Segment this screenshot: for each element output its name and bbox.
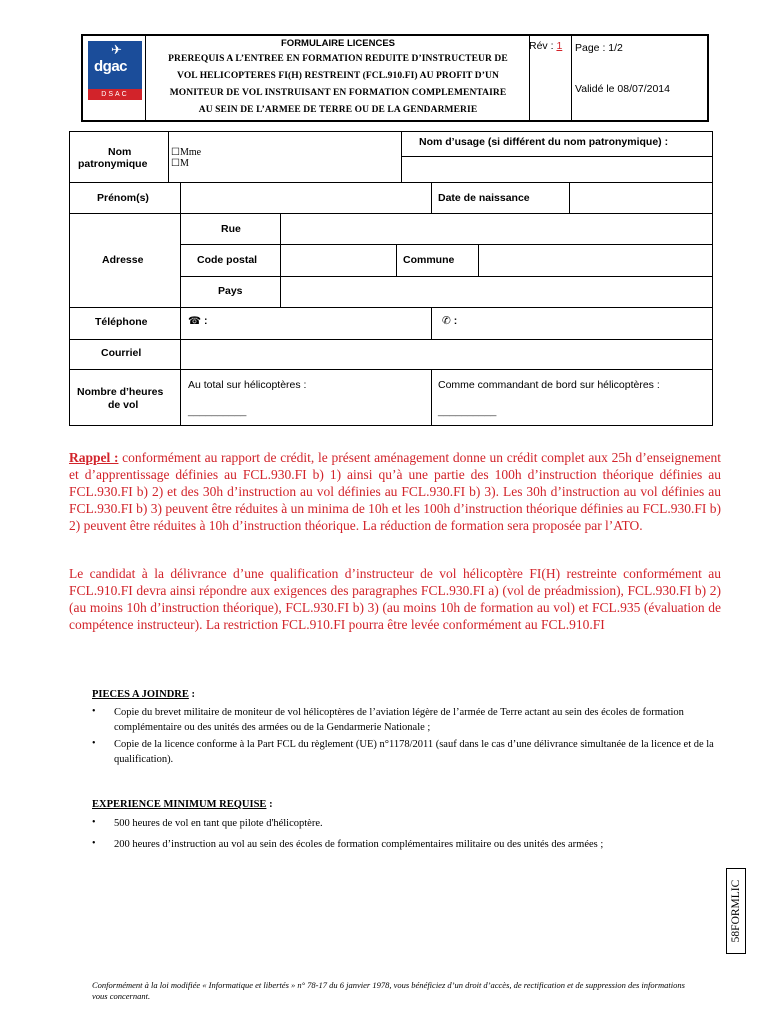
form-code-box	[726, 868, 746, 954]
heures-label: Nombre d’heures	[77, 386, 164, 398]
civility-field[interactable]	[168, 131, 402, 183]
date-naissance-input[interactable]	[569, 182, 713, 214]
validation-date: Validé le 08/07/2014	[575, 83, 670, 95]
bullet-icon: •	[92, 838, 96, 849]
nom-label: Nom	[108, 146, 132, 158]
heures-total-input[interactable]	[180, 369, 432, 426]
tel-mobile-label: ✆ :	[442, 315, 458, 327]
heures-cdb-input[interactable]	[431, 369, 713, 426]
rue-label: Rue	[221, 223, 241, 235]
total-helico-label: Au total sur hélicoptères :	[188, 379, 307, 391]
pieces-title: PIECES A JOINDRE :	[92, 689, 195, 700]
de-vol-label: de vol	[108, 399, 139, 411]
revision: Rév : 1	[529, 40, 563, 52]
nom-usage-input[interactable]	[401, 156, 713, 183]
m-checkbox[interactable]: ☐M	[171, 158, 189, 169]
header-box	[81, 34, 709, 122]
dsac-logo: DSAC	[88, 89, 142, 100]
bullet-icon: •	[92, 817, 96, 828]
bird-icon: ✈	[111, 43, 122, 58]
date-naissance-label: Date de naissance	[438, 192, 530, 204]
prenom-input[interactable]	[180, 182, 432, 214]
tel-fixe-label: ☎ :	[188, 315, 208, 327]
tel-mobile-input[interactable]	[431, 307, 713, 340]
prenom-label: Prénom(s)	[97, 192, 149, 204]
mme-checkbox[interactable]: ☐Mme	[171, 147, 202, 158]
telephone-label: Téléphone	[95, 316, 148, 328]
courriel-label: Courriel	[101, 347, 142, 359]
footer-legal: Conformément à la loi modifiée « Informatique et libertés » n° 78-17 du 6 janvier 1978, vous bénéficiez d’un droit d’accès, de rectification et de suppression des informations vous concernant.	[92, 980, 685, 1001]
pieces-item: Copie de la licence conforme à la Part FCL du règlement (UE) n°1178/2011 (sauf dans le cas d’une délivrance simultanée de la licence et de la qualification).	[114, 739, 714, 765]
title-line-2: VOL HELICOPTERES FI(H) RESTREINT (FCL.910.FI) AU PROFIT D’UN	[177, 71, 499, 81]
pays-label: Pays	[218, 285, 243, 297]
commune-input[interactable]	[478, 244, 713, 277]
title-line-4: AU SEIN DE L’ARMEE DE TERRE OU DE LA GENDARMERIE	[198, 105, 478, 115]
rue-input[interactable]	[280, 213, 713, 245]
pays-input[interactable]	[280, 276, 713, 308]
experience-title: EXPERIENCE MINIMUM REQUISE :	[92, 799, 273, 810]
cdb-helico-blank: __________	[438, 405, 497, 417]
form-code: 58FORMLIC	[730, 879, 742, 943]
title-line-3: MONITEUR DE VOL INSTRUISANT EN FORMATION COMPLEMENTAIRE	[169, 88, 507, 98]
title-line-1: PREREQUIS A L’ENTREE EN FORMATION REDUITE D’INSTRUCTEUR DE	[168, 54, 508, 64]
dgac-logo: ✈ dgac	[88, 41, 142, 89]
bullet-icon: •	[92, 738, 96, 749]
form-title: FORMULAIRE LICENCES	[281, 38, 395, 49]
phone-icon: ☎	[188, 315, 202, 327]
rappel-paragraph: Rappel : conformément au rapport de crédit, le présent aménagement donne un crédit complet aux 25h d’enseignement et d’apprentissage définies au FCL.930.FI b) 1) ainsi qu’à une partie des 100h d’instruction théorique définies au FCL.930.FI b) 2) et des 30h d’instruction au vol définies au FCL.930.FI b) 3). Les 30h d’instruction au vol définies au FCL.930.FI b) 3) peuvent être réduites à un minima de 10h et les 100h d’instruction théorique définies au FCL.930.FI b) 2) peuvent être réduites à 10h d’instruction théorique. La réduction de formation sera proposée par l’ATO.	[69, 450, 722, 533]
code-postal-label: Code postal	[197, 254, 258, 266]
nom-usage-label: Nom d’usage (si différent du nom patronymique) :	[419, 136, 669, 148]
pieces-item: Copie du brevet militaire de moniteur de vol hélicoptères de l’aviation légère de l’armée de Terre actant au sein des écoles de formation complémentaire ou des unités des armées ou de la Gendarmerie Nationale ;	[114, 707, 684, 733]
experience-item: 500 heures de vol en tant que pilote d'hélicoptère.	[114, 818, 323, 829]
mobile-phone-icon: ✆	[442, 315, 451, 327]
cdb-helico-label: Comme commandant de bord sur hélicoptères :	[438, 379, 660, 391]
patronymique-label: patronymique	[78, 158, 148, 170]
total-helico-blank: __________	[188, 405, 247, 417]
courriel-input[interactable]	[180, 339, 713, 370]
code-postal-input[interactable]	[280, 244, 397, 277]
candidat-paragraph: Le candidat à la délivrance d’une qualification d’instructeur de vol hélicoptère FI(H) restreinte conformément au FCL.910.FI devra ainsi répondre aux exigences des paragraphes FCL.930.FI a) (vol de préadmission), FCL.930.FI b) 2) (au moins 10h d’instruction théorique), FCL.930.FI b) 3) (au moins 10h de formation au vol) et FCL.935 (évaluation de compétence instructeur). La restriction FCL.910.FI pourra être levée conformément au FCL.910.FI	[69, 566, 721, 632]
page-number: Page : 1/2	[575, 42, 623, 54]
experience-item: 200 heures d’instruction au vol au sein des écoles de formation complémentaires militaire ou des unités des armées ;	[114, 839, 604, 850]
bullet-icon: •	[92, 706, 96, 717]
commune-label: Commune	[403, 254, 455, 266]
adresse-label: Adresse	[102, 254, 144, 266]
tel-fixe-input[interactable]	[180, 307, 432, 340]
